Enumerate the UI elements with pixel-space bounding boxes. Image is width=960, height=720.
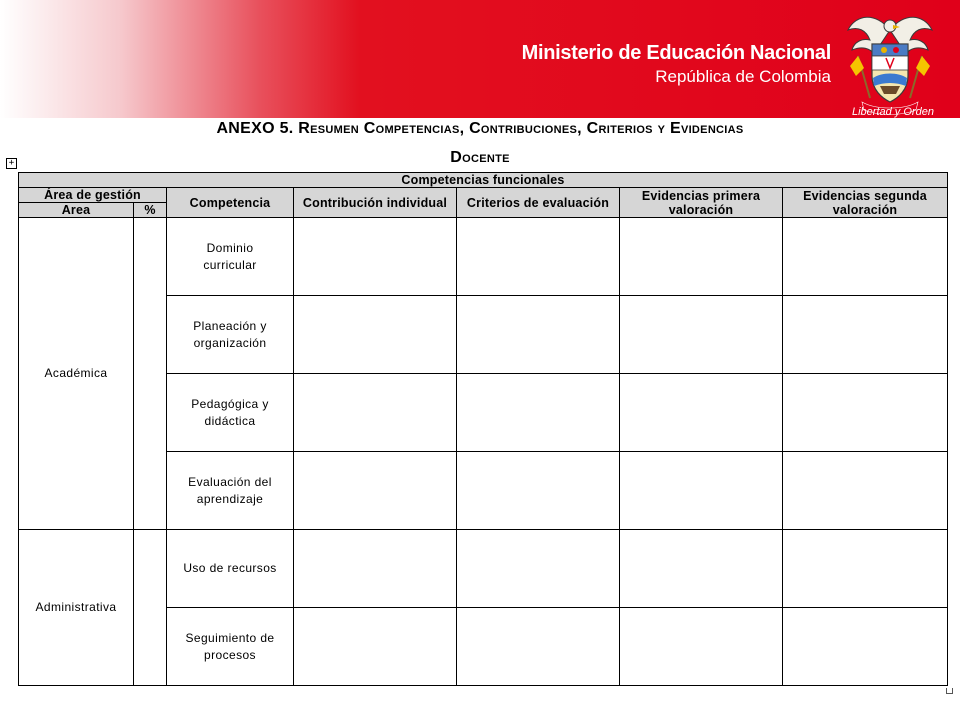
subtitle-words bbox=[450, 149, 510, 166]
criterios-header: Criterios de evaluación bbox=[457, 188, 620, 218]
competencia-cell: Uso de recursos bbox=[167, 530, 294, 608]
evidencias-segunda-cell[interactable] bbox=[783, 296, 948, 374]
evidencias-primera-cell[interactable] bbox=[620, 218, 783, 296]
ministry-name: Ministerio de Educación Nacional bbox=[521, 42, 831, 64]
contribucion-cell[interactable] bbox=[294, 374, 457, 452]
document-subtitle bbox=[0, 149, 960, 167]
percent-cell[interactable] bbox=[134, 530, 167, 686]
evidencias-segunda-cell[interactable] bbox=[783, 530, 948, 608]
title-word: Docente bbox=[450, 149, 510, 166]
evidencias-primera-cell[interactable] bbox=[620, 452, 783, 530]
evidencias-primera-header: Evidencias primera valoración bbox=[620, 188, 783, 218]
competencias-funcionales-header: Competencias funcionales bbox=[19, 173, 948, 188]
title-word: Evidencias bbox=[669, 120, 744, 137]
evidencias-primera-cell[interactable] bbox=[620, 374, 783, 452]
title-word: y bbox=[657, 120, 666, 137]
area-name-cell: Administrativa bbox=[19, 530, 134, 686]
competencia-cell: Seguimiento de procesos bbox=[167, 608, 294, 686]
competencias-table bbox=[18, 172, 948, 686]
table-anchor-icon[interactable]: + bbox=[6, 158, 17, 169]
percent-header: % bbox=[134, 203, 167, 218]
competencia-cell: Evaluación del aprendizaje bbox=[167, 452, 294, 530]
title-word: Criterios bbox=[586, 120, 653, 137]
contribucion-cell[interactable] bbox=[294, 608, 457, 686]
evidencias-primera-cell[interactable] bbox=[620, 608, 783, 686]
contribucion-cell[interactable] bbox=[294, 452, 457, 530]
ministry-block bbox=[522, 42, 831, 87]
criterios-cell[interactable] bbox=[457, 218, 620, 296]
competencia-cell: Pedagógica y didáctica bbox=[167, 374, 294, 452]
evidencias-segunda-cell[interactable] bbox=[783, 608, 948, 686]
evidencias-segunda-cell[interactable] bbox=[783, 374, 948, 452]
title-word: Competencias, bbox=[363, 120, 465, 137]
corner-mark bbox=[946, 688, 953, 694]
area-header: Area bbox=[19, 203, 134, 218]
criterios-cell[interactable] bbox=[457, 530, 620, 608]
criterios-cell[interactable] bbox=[457, 374, 620, 452]
competencia-cell: Dominio curricular bbox=[167, 218, 294, 296]
criterios-cell[interactable] bbox=[457, 296, 620, 374]
table-row bbox=[19, 530, 948, 608]
criterios-cell[interactable] bbox=[457, 452, 620, 530]
title-word: Contribuciones, bbox=[469, 120, 582, 137]
competencia-cell: Planeación y organización bbox=[167, 296, 294, 374]
document-title bbox=[0, 120, 960, 138]
area-gestion-header: Área de gestión bbox=[19, 188, 167, 203]
evidencias-segunda-cell[interactable] bbox=[783, 218, 948, 296]
title-prefix: ANEXO 5. bbox=[216, 120, 294, 137]
contribucion-cell[interactable] bbox=[294, 296, 457, 374]
title-words bbox=[298, 120, 743, 137]
evidencias-segunda-header: Evidencias segunda valoración bbox=[783, 188, 948, 218]
coat-of-arms-seal bbox=[840, 6, 940, 118]
criterios-cell[interactable] bbox=[457, 608, 620, 686]
motto-text: Libertad y Orden bbox=[852, 106, 934, 118]
table-row bbox=[19, 218, 948, 296]
evidencias-primera-cell[interactable] bbox=[620, 296, 783, 374]
country-name: República de Colombia bbox=[655, 67, 831, 86]
evidencias-primera-cell[interactable] bbox=[620, 530, 783, 608]
contribucion-header: Contribución individual bbox=[294, 188, 457, 218]
area-name-cell: Académica bbox=[19, 218, 134, 530]
title-word: Resumen bbox=[298, 120, 359, 137]
evidencias-segunda-cell[interactable] bbox=[783, 452, 948, 530]
percent-cell[interactable] bbox=[134, 218, 167, 530]
competencia-header: Competencia bbox=[167, 188, 294, 218]
contribucion-cell[interactable] bbox=[294, 218, 457, 296]
contribucion-cell[interactable] bbox=[294, 530, 457, 608]
